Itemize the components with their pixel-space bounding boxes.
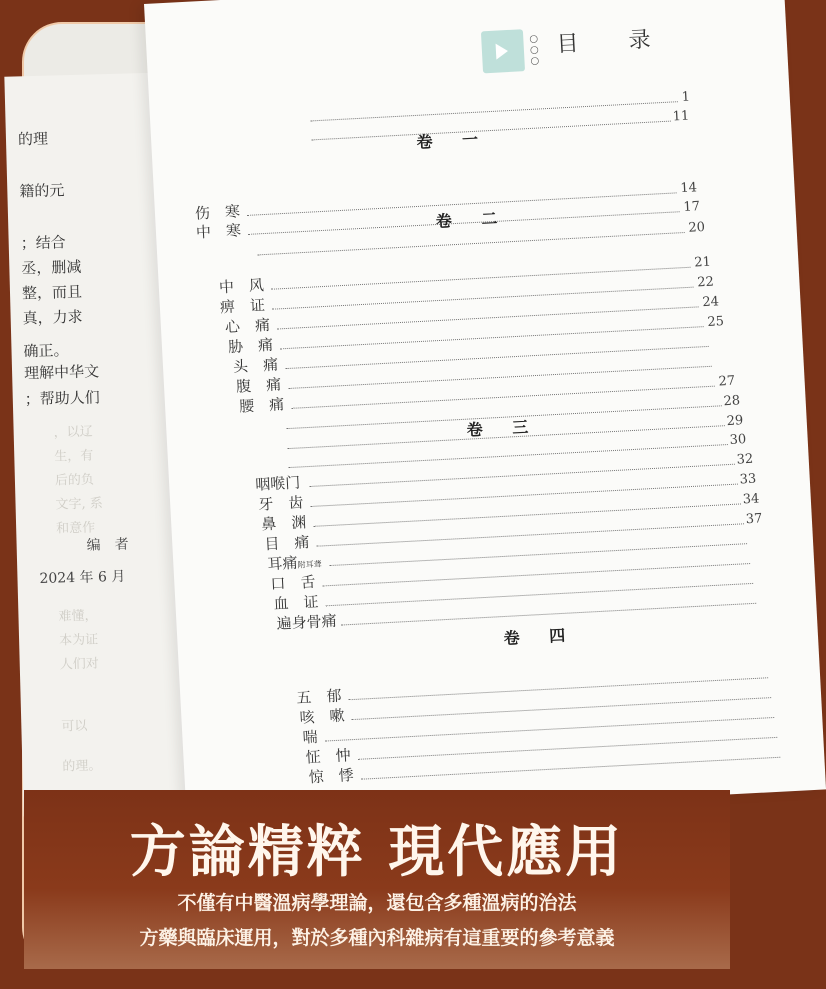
toc-entry[interactable]: 伤 寒 — [194, 202, 241, 223]
toc-entry[interactable]: 牙 齿 — [257, 493, 304, 514]
publisher-logo — [481, 29, 525, 73]
toc-entry[interactable]: 五 郁 — [296, 686, 342, 707]
toc-entry[interactable]: 血 证 — [273, 592, 320, 614]
toc-entry[interactable]: 心 痛 — [224, 315, 271, 337]
dot-leader — [257, 232, 684, 255]
dot-leader — [272, 287, 693, 310]
faint-text: 文字, 系 — [55, 496, 104, 513]
date-label: 2024 年 6 月 — [39, 568, 126, 587]
dot-leader — [311, 121, 671, 141]
dot-leader — [310, 484, 737, 507]
left-text-line: 真，力求 — [22, 307, 83, 328]
dot-leader — [280, 326, 703, 349]
left-text-line: 的理 — [17, 129, 49, 149]
page-number: 27 — [718, 373, 736, 390]
entry-label: 耳痛 — [267, 553, 298, 574]
dot-leader — [271, 267, 690, 290]
dot-leader — [341, 603, 756, 626]
toc-entry[interactable]: 口 舌 — [270, 572, 316, 594]
page-number: 34 — [742, 491, 760, 508]
page-number: 24 — [702, 294, 720, 311]
left-text-line: ；结合 — [20, 233, 66, 253]
dot-leader — [288, 444, 727, 468]
faint-text: 生，有 — [54, 448, 94, 465]
banner-headline: 方論精粹 現代應用 — [129, 820, 625, 885]
entry-note: 附耳聋 — [297, 559, 322, 570]
dot-leader — [349, 677, 768, 700]
page-number: 30 — [729, 432, 747, 448]
dot-leader — [317, 523, 744, 546]
page-number: 17 — [682, 199, 701, 216]
dot-leader — [358, 737, 777, 760]
dot-leader — [326, 583, 753, 606]
toc-entry[interactable]: 遍身骨痛 — [276, 611, 338, 633]
toc-entry[interactable]: 痹 证 — [219, 296, 266, 317]
left-text-line: 籍的元 — [19, 181, 65, 201]
dot-leader — [277, 306, 698, 329]
poster-frame — [17, 22, 763, 967]
toc-entry[interactable]: 怔 忡 — [305, 746, 352, 767]
page-number: 29 — [726, 413, 744, 430]
volume-heading: 卷 三 — [466, 416, 541, 440]
volume-heading: 卷 二 — [435, 208, 510, 232]
toc-entry[interactable]: 胁 痛 — [227, 335, 274, 357]
dot-leader — [310, 101, 678, 121]
faint-text: 和意作 — [56, 520, 96, 537]
dot-leader — [291, 386, 714, 409]
faint-text: 难懂， — [58, 608, 98, 625]
page-number: 25 — [707, 314, 725, 330]
page-number: 28 — [723, 393, 741, 410]
page-number: 14 — [680, 180, 698, 197]
page-number: 37 — [745, 511, 763, 528]
toc-entry[interactable]: 鼻 渊 — [260, 513, 307, 534]
dot-leader — [325, 717, 774, 742]
toc-entry[interactable]: 腹 痛 — [235, 375, 282, 396]
dot-leader — [288, 366, 711, 389]
banner-subline-1: 不僅有中醫溫病學理論，還包含多種溫病的治法 — [177, 892, 577, 914]
left-text-line: 确正。 — [23, 341, 69, 361]
banner-subline-2: 方藥與臨床運用，對於多種內科雜病有這重要的參考意義 — [139, 927, 615, 949]
editor-label: 编 者 — [86, 536, 129, 554]
dot-leader — [352, 697, 771, 720]
toc-entry[interactable]: 惊 悸 — [308, 766, 355, 787]
page-number: 22 — [696, 274, 715, 291]
left-text-line: 理解中华文 — [23, 362, 100, 383]
toc-entry[interactable]: 中 风 — [218, 276, 265, 297]
dot-leader — [330, 543, 747, 566]
book-photo — [17, 24, 763, 794]
dot-leader — [361, 757, 780, 780]
faint-text: 后的负 — [54, 472, 95, 489]
page-number: 11 — [672, 108, 690, 125]
toc-entry[interactable]: 腰 痛 — [238, 395, 285, 416]
toc-entry[interactable]: 中 寒 — [195, 221, 242, 242]
toc-entry[interactable]: 喘 — [302, 727, 319, 747]
toc-entry[interactable]: 目 痛 — [263, 533, 310, 554]
dot-leader — [314, 503, 741, 526]
left-text-line: 丞，删减 — [21, 257, 82, 278]
page-number: 32 — [736, 451, 754, 468]
toc-entry[interactable]: 头 痛 — [232, 355, 279, 376]
dots-icon: ○ ○ ○ — [529, 33, 540, 67]
page-number: 20 — [688, 219, 706, 236]
faint-text: ，以辽 — [53, 424, 93, 441]
volume-heading: 卷 一 — [416, 129, 491, 152]
left-text-line: 整，而且 — [21, 282, 83, 303]
faint-text: 的理。 — [62, 758, 102, 775]
toc-page — [144, 0, 826, 823]
play-icon — [496, 43, 509, 60]
faint-text: 人们对 — [59, 656, 99, 673]
dot-leader — [323, 563, 750, 586]
dot-leader — [309, 464, 734, 487]
promo-banner — [24, 790, 730, 969]
page-number: 33 — [739, 471, 757, 488]
page-number: 1 — [681, 89, 691, 105]
dot-leader — [285, 346, 708, 369]
page-number: 21 — [693, 254, 712, 271]
toc-entry[interactable]: 咽喉门 — [254, 473, 301, 494]
faint-text: 本为证 — [58, 632, 99, 649]
left-text-line: ；帮助人们 — [24, 388, 101, 409]
toc-entry[interactable]: 咳 嗽 — [299, 706, 345, 727]
toc-title: 目 录 — [556, 26, 666, 58]
faint-text: 可以 — [61, 718, 88, 735]
volume-heading: 卷 四 — [503, 625, 578, 649]
